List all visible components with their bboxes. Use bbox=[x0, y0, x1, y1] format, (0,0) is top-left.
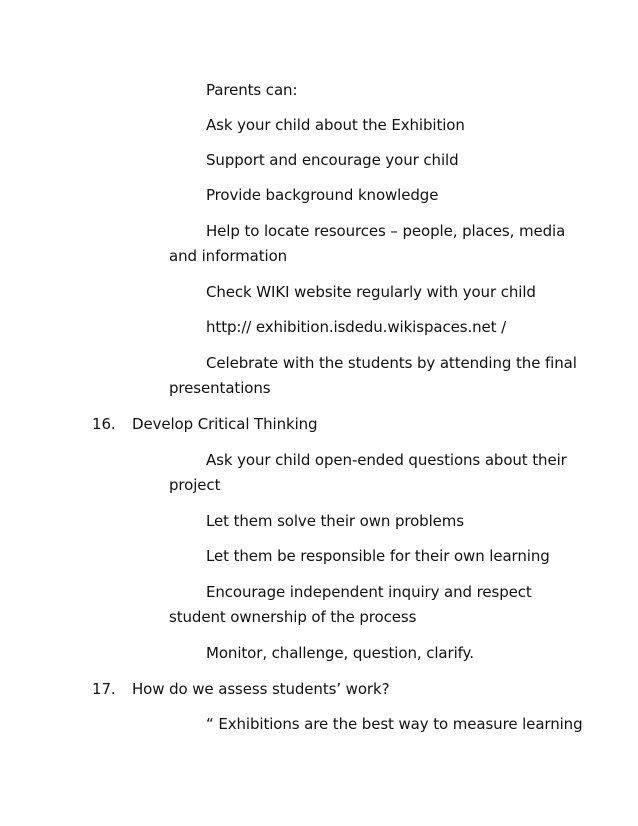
parents-item-resources-cont: and information bbox=[169, 247, 288, 265]
parents-item-celebrate-cont: presentations bbox=[169, 379, 271, 397]
section-16-title: Develop Critical Thinking bbox=[132, 415, 318, 433]
section-17-item-quote: “ Exhibitions are the best way to measure learning bbox=[206, 715, 583, 733]
section-16-item-ask: Ask your child open-ended questions about their bbox=[206, 451, 567, 469]
section-16-item-encourage: Encourage independent inquiry and respect bbox=[206, 583, 532, 601]
section-16-number: 16. bbox=[92, 415, 116, 433]
section-16-item-encourage-cont: student ownership of the process bbox=[169, 608, 417, 626]
parents-item-wiki: Check WIKI website regularly with your child bbox=[206, 283, 536, 301]
parents-item-ask: Ask your child about the Exhibition bbox=[206, 116, 465, 134]
parents-item-celebrate: Celebrate with the students by attending the final bbox=[206, 354, 577, 372]
parents-item-url: http:// exhibition.isdedu.wikispaces.net / bbox=[206, 318, 507, 336]
section-16-item-ask-cont: project bbox=[169, 476, 221, 494]
section-16-item-responsible: Let them be responsible for their own learning bbox=[206, 547, 550, 565]
section-17-number: 17. bbox=[92, 680, 116, 698]
parents-item-support: Support and encourage your child bbox=[206, 151, 459, 169]
parents-item-resources: Help to locate resources – people, places, media bbox=[206, 222, 566, 240]
section-16-item-monitor: Monitor, challenge, question, clarify. bbox=[206, 644, 474, 662]
section-16-item-solve: Let them solve their own problems bbox=[206, 512, 465, 530]
section-17-title: How do we assess students’ work? bbox=[132, 680, 390, 698]
parents-intro: Parents can: bbox=[206, 81, 298, 99]
parents-item-background: Provide background knowledge bbox=[206, 186, 439, 204]
